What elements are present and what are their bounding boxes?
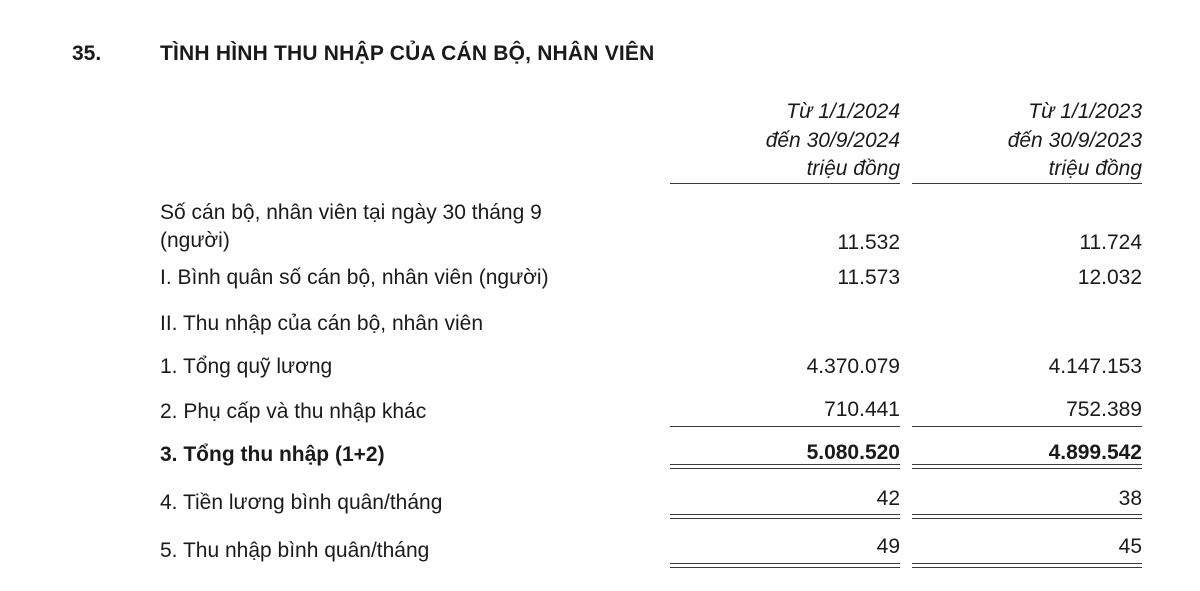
row-value-total-income-2024: 5.080.520 [806, 441, 900, 464]
row-value-avg-monthly-income-2024: 49 [876, 535, 900, 558]
row-label-allowances: 2. Phụ cấp và thu nhập khác [160, 400, 427, 423]
total-double-rule-2024 [670, 464, 900, 469]
row-value-allowances-2023: 752.389 [1066, 398, 1142, 421]
column-header-2023-to: đến 30/9/2023 [1007, 128, 1142, 152]
column-header-2023-unit: triệu đồng [1048, 157, 1142, 180]
row-value-allowances-2024: 710.441 [824, 398, 900, 421]
column-header-2024-from: Từ 1/1/2024 [786, 100, 900, 123]
row-value-total-income-2023: 4.899.542 [1048, 441, 1142, 464]
avg-income-double-rule-2023 [912, 563, 1142, 568]
row-value-avg-monthly-salary-2023: 38 [1118, 487, 1142, 510]
row-value-staff-count-2024: 11.532 [837, 231, 900, 254]
subtotal-rule-2023 [912, 426, 1142, 427]
row-label-staff-count-unit: (người) [160, 229, 230, 252]
total-double-rule-2023 [912, 464, 1142, 469]
row-value-average-staff-2024: 11.573 [837, 266, 900, 289]
row-label-avg-monthly-salary: 4. Tiền lương bình quân/tháng [160, 491, 443, 514]
avg-salary-double-rule-2023 [912, 514, 1142, 519]
row-value-average-staff-2023: 12.032 [1077, 266, 1142, 289]
row-label-average-staff: I. Bình quân số cán bộ, nhân viên (người) [160, 266, 549, 289]
row-value-salary-fund-2024: 4.370.079 [806, 355, 900, 378]
row-label-avg-monthly-income: 5. Thu nhập bình quân/tháng [160, 539, 430, 562]
header-underline-2024 [670, 183, 900, 184]
row-value-salary-fund-2023: 4.147.153 [1048, 355, 1142, 378]
section-title: TÌNH HÌNH THU NHẬP CỦA CÁN BỘ, NHÂN VIÊN [160, 42, 655, 65]
avg-salary-double-rule-2024 [670, 514, 900, 519]
row-label-total-income: 3. Tổng thu nhập (1+2) [160, 443, 385, 466]
row-value-staff-count-2023: 11.724 [1079, 231, 1142, 254]
row-label-salary-fund: 1. Tổng quỹ lương [160, 355, 333, 378]
column-header-2023-from: Từ 1/1/2023 [1028, 100, 1142, 123]
row-value-avg-monthly-salary-2024: 42 [876, 487, 900, 510]
header-underline-2023 [912, 183, 1142, 184]
column-header-2024-to: đến 30/9/2024 [765, 128, 900, 152]
row-value-avg-monthly-income-2023: 45 [1118, 535, 1142, 558]
column-header-2024 [660, 98, 900, 184]
section-number: 35. [72, 42, 102, 65]
row-label-staff-count: Số cán bộ, nhân viên tại ngày 30 tháng 9 [160, 201, 542, 224]
column-header-2024-unit: triệu đồng [806, 157, 900, 180]
row-label-income-section: II. Thu nhập của cán bộ, nhân viên [160, 312, 484, 335]
subtotal-rule-2024 [670, 426, 900, 427]
column-header-2023 [902, 98, 1142, 184]
avg-income-double-rule-2024 [670, 563, 900, 568]
